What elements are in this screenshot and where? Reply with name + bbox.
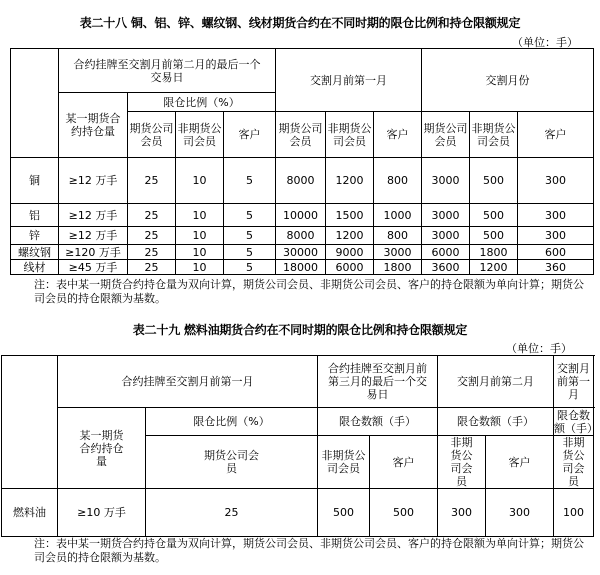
table29-header-position: 某一期货合约持仓量: [58, 408, 146, 489]
table28-cell: 5: [224, 204, 276, 227]
table28-col-header: 非期货公司会员: [176, 112, 224, 158]
table28-cell: 500: [470, 204, 518, 227]
table28-col-header: 期货公司会员: [276, 112, 326, 158]
table28-cell: 1200: [326, 158, 374, 204]
table28-cell: 5: [224, 158, 276, 204]
table28-cell: 300: [518, 204, 594, 227]
table29-title: 表二十九 燃料油期货合约在不同时期的限仓比例和持仓限额规定: [132, 323, 468, 337]
table28-col-header: 期货公司会员: [128, 112, 176, 158]
table28-cell: 600: [518, 245, 594, 260]
table29-col-header: 期货公司会员: [146, 436, 318, 489]
table28-row-name: 螺纹钢: [11, 245, 59, 260]
table28-row-position: ≥45 万手: [59, 260, 128, 275]
table29-header-period3: 交割月前第二月: [438, 356, 554, 408]
table28-cell: 5: [224, 245, 276, 260]
table28-cell: 6000: [326, 260, 374, 275]
table28-cell: 3000: [422, 227, 470, 245]
table29-cell: 25: [146, 489, 318, 537]
table28-cell: 6000: [422, 245, 470, 260]
table28-cell: 25: [128, 158, 176, 204]
table28-cell: 8000: [276, 158, 326, 204]
table28-title: 表二十八 铜、铝、锌、螺纹钢、线材期货合约在不同时期的限仓比例和持仓限额规定: [79, 16, 521, 30]
table28-row-name: 锌: [11, 227, 59, 245]
table28-cell: 3600: [422, 260, 470, 275]
table28-cell: 800: [374, 227, 422, 245]
table28-row-position: ≥12 万手: [59, 227, 128, 245]
table-row: [11, 260, 594, 275]
table28-col-header: 客户: [224, 112, 276, 158]
table29-row-position: ≥10 万手: [58, 489, 146, 537]
table29-col-header: 客户: [486, 436, 554, 489]
table29-header-period4: 交割月前第一月: [554, 356, 594, 408]
table29-header-limit: 限仓数额（手）: [318, 408, 438, 436]
table29-header-limit: 限仓数额（手）: [438, 408, 554, 436]
table29-unit: （单位：手）: [506, 342, 572, 355]
table28-cell: 1800: [470, 245, 518, 260]
table28-col-header: 期货公司会员: [422, 112, 470, 158]
table28-cell: 300: [518, 158, 594, 204]
table29-col-header: 客户: [370, 436, 438, 489]
table28-cell: 360: [518, 260, 594, 275]
table28-cell: 3000: [422, 158, 470, 204]
table28-cell: 25: [128, 227, 176, 245]
table28-cell: 10: [176, 260, 224, 275]
table29-header-ratio: 限仓比例（%）: [146, 408, 318, 436]
table28: [10, 48, 594, 275]
table29-note-text: 注：表中某一期货合约持仓量为双向计算，期货公司会员、非期货公司会员、客户的持仓限额为单向计算；期货公司会员的持仓限额为基数。: [34, 537, 584, 564]
table29-cell: 100: [554, 489, 594, 537]
table28-cell: 10: [176, 158, 224, 204]
table28-row-name: 铝: [11, 204, 59, 227]
table28-col-header: 客户: [374, 112, 422, 158]
table28-cell: 3000: [422, 204, 470, 227]
table29-col-header: 非期货公司会员: [318, 436, 370, 489]
table28-cell: 25: [128, 260, 176, 275]
table28-cell: 500: [470, 227, 518, 245]
table29-col-header: 非期货公司会员: [554, 436, 594, 489]
table29-row-name: 燃料油: [2, 489, 58, 537]
table29-note: [10, 537, 590, 565]
table-row: [11, 204, 594, 227]
table28-header-period3: 交割月份: [422, 49, 594, 112]
table28-cell: 8000: [276, 227, 326, 245]
table29-header-limit: 限仓数额（手）: [554, 408, 599, 435]
table-row: [11, 227, 594, 245]
table28-header-period1: 合约挂牌至交割月前第二月的最后一个交易日: [59, 49, 276, 93]
table28-header-ratio: 限仓比例（%）: [128, 93, 276, 112]
table28-note: [10, 278, 590, 306]
table28-col-header: 客户: [518, 112, 594, 158]
table28-cell: 10000: [276, 204, 326, 227]
table29: [1, 355, 599, 537]
table28-row-name: 线材: [11, 260, 59, 275]
table28-note-text: 注：表中某一期货合约持仓量为双向计算，期货公司会员、非期货公司会员、客户的持仓限额为单向计算；期货公司会员的持仓限额为基数。: [34, 278, 584, 305]
table28-cell: 1000: [374, 204, 422, 227]
table28-cell: 10: [176, 227, 224, 245]
table28-cell: 800: [374, 158, 422, 204]
table29-col-header: 非期货公司会员: [438, 436, 486, 489]
table28-row-name: 铜: [11, 158, 59, 204]
table28-unit: （单位：手）: [512, 36, 578, 49]
table28-cell: 10: [176, 204, 224, 227]
table28-cell: 1500: [326, 204, 374, 227]
table28-cell: 25: [128, 245, 176, 260]
table28-cell: 1800: [374, 260, 422, 275]
table28-cell: 10: [176, 245, 224, 260]
table28-corner-cell: [11, 49, 59, 158]
table28-header-period2: 交割月前第一月: [276, 49, 422, 112]
table28-cell: 1200: [326, 227, 374, 245]
table28-cell: 1200: [470, 260, 518, 275]
table28-row-position: ≥12 万手: [59, 204, 128, 227]
table28-cell: 300: [518, 227, 594, 245]
table28-col-header: 非期货公司会员: [326, 112, 374, 158]
table28-cell: 9000: [326, 245, 374, 260]
table28-cell: 25: [128, 204, 176, 227]
table29-cell: 500: [318, 489, 370, 537]
table29-header-period2: 合约挂牌至交割月前第三月的最后一个交易日: [318, 356, 438, 408]
table29-cell: 300: [438, 489, 486, 537]
table28-cell: 5: [224, 227, 276, 245]
table29-corner-cell: [2, 356, 58, 489]
table29-cell: 300: [486, 489, 554, 537]
table29-header-period1: 合约挂牌至交割月前第一月: [58, 356, 318, 408]
table28-cell: 5: [224, 260, 276, 275]
table29-cell: 500: [370, 489, 438, 537]
table-row: [11, 245, 594, 260]
table28-header-position: 某一期货合约持仓量: [59, 93, 128, 158]
table28-cell: 18000: [276, 260, 326, 275]
table28-cell: 30000: [276, 245, 326, 260]
table28-col-header: 非期货公司会员: [470, 112, 518, 158]
table28-cell: 3000: [374, 245, 422, 260]
table-row: [11, 158, 594, 204]
table28-row-position: ≥12 万手: [59, 158, 128, 204]
table28-cell: 500: [470, 158, 518, 204]
table-row: [2, 489, 594, 537]
table28-row-position: ≥120 万手: [59, 245, 128, 260]
